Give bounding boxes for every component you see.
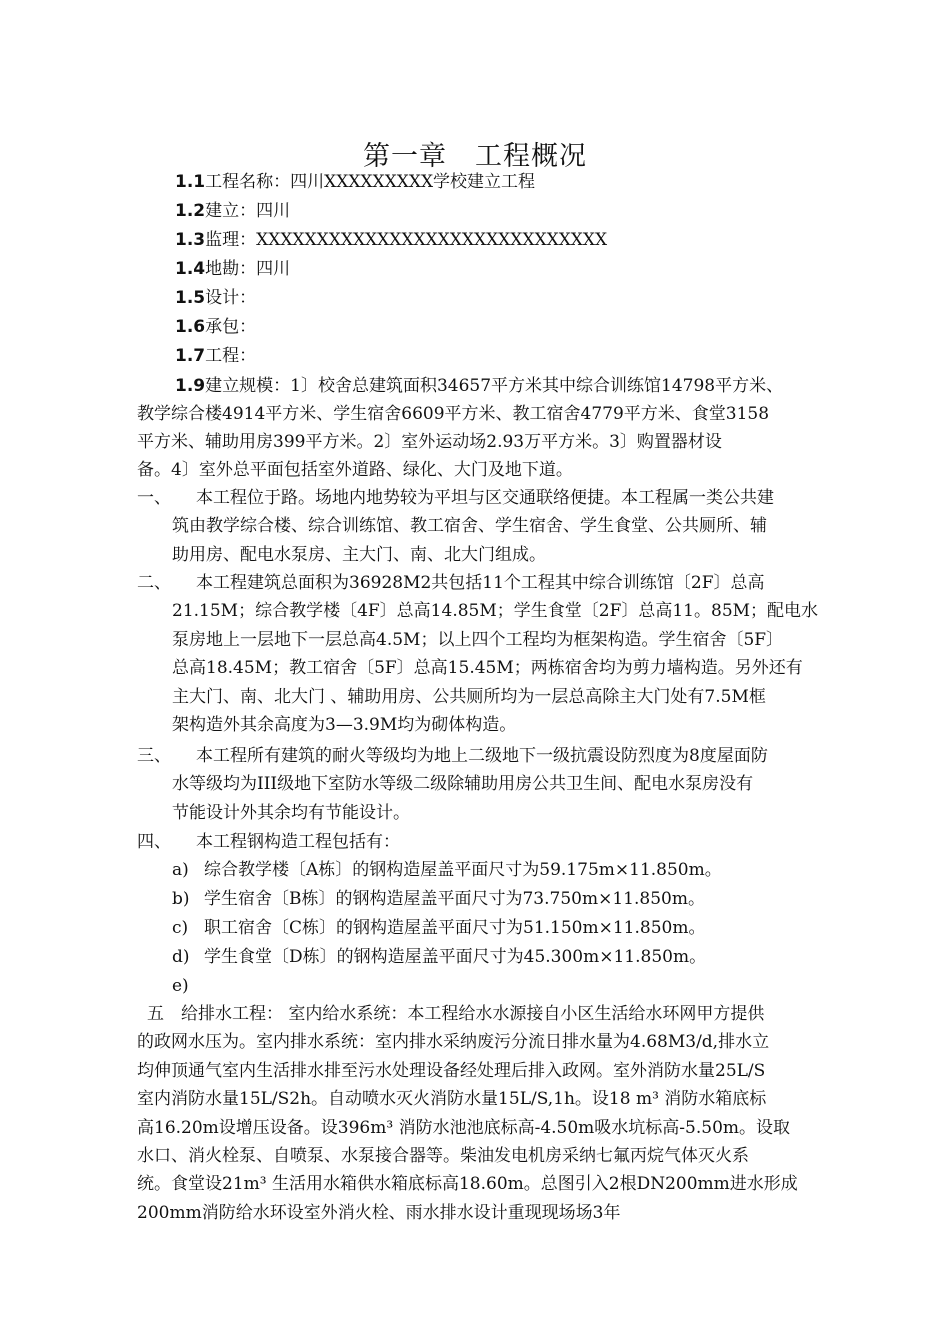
info-text: 建立：四川 bbox=[205, 201, 291, 221]
scale-line-2: 教学综合楼4914平方米、学生宿舍6609平方米、教工宿舍4779平方米、食堂3158 bbox=[137, 404, 770, 424]
info-number: 1.5 bbox=[175, 288, 206, 308]
paragraph-line: 200mm消防给水环设室外消火栓、雨水排水设计重现现场场3年 bbox=[137, 1202, 621, 1223]
paragraph-line: 本工程钢构造工程包括有： bbox=[196, 832, 400, 852]
info-line-1-1 bbox=[175, 168, 535, 196]
paragraph-line: 本工程建筑总面积为36928M2共包括11个工程其中综合训练馆〔2F〕总高 bbox=[196, 573, 765, 593]
section-marker-2: 二、 bbox=[137, 573, 171, 593]
section-3-paragraph bbox=[172, 742, 768, 827]
steel-item-text: 学生宿舍〔B栋〕的钢构造屋盖平面尺寸为73.750m×11.850m。 bbox=[204, 889, 705, 909]
info-text: 设计： bbox=[205, 288, 257, 308]
paragraph-line: 本工程位于路。场地内地势较为平坦与区交通联络便捷。本工程属一类公共建 bbox=[196, 488, 774, 508]
section-2-paragraph bbox=[172, 569, 818, 739]
info-number: 1.7 bbox=[175, 346, 206, 366]
paragraph-line: 的政网水压为。室内排水系统：室内排水采纳废污分流日排水量为4.68M3/d,排水立 bbox=[137, 1032, 770, 1053]
paragraph-line: 筑由教学综合楼、综合训练馆、教工宿舍、学生宿舍、学生食堂、公共厕所、辅 bbox=[172, 516, 767, 537]
info-text: 工程： bbox=[205, 346, 257, 366]
steel-item-label: d) bbox=[172, 947, 190, 967]
chapter-title: 第一章 工程概况 bbox=[363, 141, 587, 172]
section-marker-3: 三、 bbox=[137, 746, 171, 766]
steel-item-label: b) bbox=[172, 889, 190, 909]
paragraph-line: 总高18.45M；教工宿舍〔5F〕总高15.45M；两栋宿舍均为剪力墙构造。另外还有 bbox=[172, 658, 803, 679]
paragraph-line: 21.15M；综合教学楼〔4F〕总高14.85M；学生食堂〔2F〕总高11。85M；配电水 bbox=[172, 601, 819, 622]
paragraph-line: 泵房地上一层地下一层总高4.5M；以上四个工程均为框架构造。学生宿舍〔5F〕 bbox=[172, 629, 784, 650]
paragraph-line: 水等级均为III级地下室防水等级二级除辅助用房公共卫生间、配电水泵房没有 bbox=[172, 774, 754, 795]
info-number: 1.2 bbox=[175, 201, 206, 221]
paragraph-line: 主大门、南、北大门 、辅助用房、公共厕所均为一层总高除主大门处有7.5M框 bbox=[172, 686, 766, 707]
steel-item-a bbox=[172, 856, 722, 884]
paragraph-line: 节能设计外其余均有节能设计。 bbox=[172, 802, 410, 823]
steel-item-d bbox=[172, 943, 706, 971]
section-marker-1: 一、 bbox=[137, 488, 171, 508]
info-line-1-5 bbox=[175, 284, 256, 312]
steel-item-label: e) bbox=[172, 976, 189, 996]
steel-item-label: a) bbox=[172, 860, 189, 880]
info-text: 地勘：四川 bbox=[205, 259, 291, 279]
steel-item-text: 综合教学楼〔A栋〕的钢构造屋盖平面尺寸为59.175m×11.850m。 bbox=[204, 860, 722, 880]
steel-item-label: c) bbox=[172, 918, 189, 938]
scale-line-1 bbox=[175, 372, 783, 400]
paragraph-line: 五 给排水工程： 室内给水系统：本工程给水水源接自小区生活给水环网甲方提供 bbox=[147, 1004, 765, 1024]
steel-item-b bbox=[172, 885, 705, 913]
info-line-1-2 bbox=[175, 197, 290, 225]
info-line-1-4 bbox=[175, 255, 290, 283]
paragraph-line: 室内消防水量15L/S2h。自动喷水灭火消防水量15L/S,1h。设18 m³ 消防水箱底标 bbox=[137, 1089, 767, 1110]
steel-item-e bbox=[172, 972, 204, 1000]
scale-line-3: 平方米、辅助用房399平方米。2〕室外运动场2.93万平方米。3〕购置器材设 bbox=[137, 432, 722, 452]
steel-item-text: 职工宿舍〔C栋〕的钢构造屋盖平面尺寸为51.150m×11.850m。 bbox=[204, 918, 706, 938]
info-line-1-7 bbox=[175, 342, 256, 370]
info-text: 承包： bbox=[205, 317, 257, 337]
info-number: 1.4 bbox=[175, 259, 206, 279]
info-text: 监理：XXXXXXXXXXXXXXXXXXXXXXXXXXXXX bbox=[205, 230, 608, 250]
info-text: 工程名称：四川XXXXXXXXX学校建立工程 bbox=[205, 172, 536, 192]
water-supply-paragraph bbox=[137, 1000, 798, 1227]
paragraph-line: 架构造外其余高度为3—3.9M均为砌体构造。 bbox=[172, 715, 517, 736]
paragraph-line: 统。食堂设21m³ 生活用水箱供水箱底标高18.60m。总图引入2根DN200mm进水形成 bbox=[137, 1174, 798, 1195]
info-line-1-6 bbox=[175, 313, 256, 341]
paragraph-line: 水口、消火栓泵、自喷泵、水泵接合器等。柴油发电机房采纳七氟丙烷气体灭火系 bbox=[137, 1146, 749, 1167]
paragraph-line: 均伸顶通气室内生活排水排至污水处理设备经处理后排入政网。室外消防水量25L/S bbox=[137, 1060, 766, 1081]
section-marker-4: 四、 bbox=[137, 832, 171, 852]
section-4-paragraph bbox=[196, 828, 400, 856]
paragraph-line: 高16.20m设增压设备。设396m³ 消防水池池底标高-4.50m吸水坑标高-5.50m。设取 bbox=[137, 1117, 791, 1138]
scale-line-4: 备。4〕室外总平面包括室外道路、绿化、大门及地下道。 bbox=[137, 460, 573, 480]
info-number: 1.3 bbox=[175, 230, 206, 250]
info-line-1-3 bbox=[175, 226, 607, 254]
paragraph-line: 本工程所有建筑的耐火等级均为地上二级地下一级抗震设防烈度为8度屋面防 bbox=[196, 746, 768, 766]
scale-number: 1.9 bbox=[175, 376, 206, 396]
info-number: 1.1 bbox=[175, 172, 206, 192]
scale-text: 建立规模：1〕校舍总建筑面积34657平方米其中综合训练馆14798平方米、 bbox=[205, 376, 784, 396]
section-1-paragraph bbox=[172, 484, 774, 569]
info-number: 1.6 bbox=[175, 317, 206, 337]
paragraph-line: 助用房、配电水泵房、主大门、南、北大门组成。 bbox=[172, 544, 546, 565]
steel-item-c bbox=[172, 914, 705, 942]
steel-item-text: 学生食堂〔D栋〕的钢构造屋盖平面尺寸为45.300m×11.850m。 bbox=[204, 947, 707, 967]
